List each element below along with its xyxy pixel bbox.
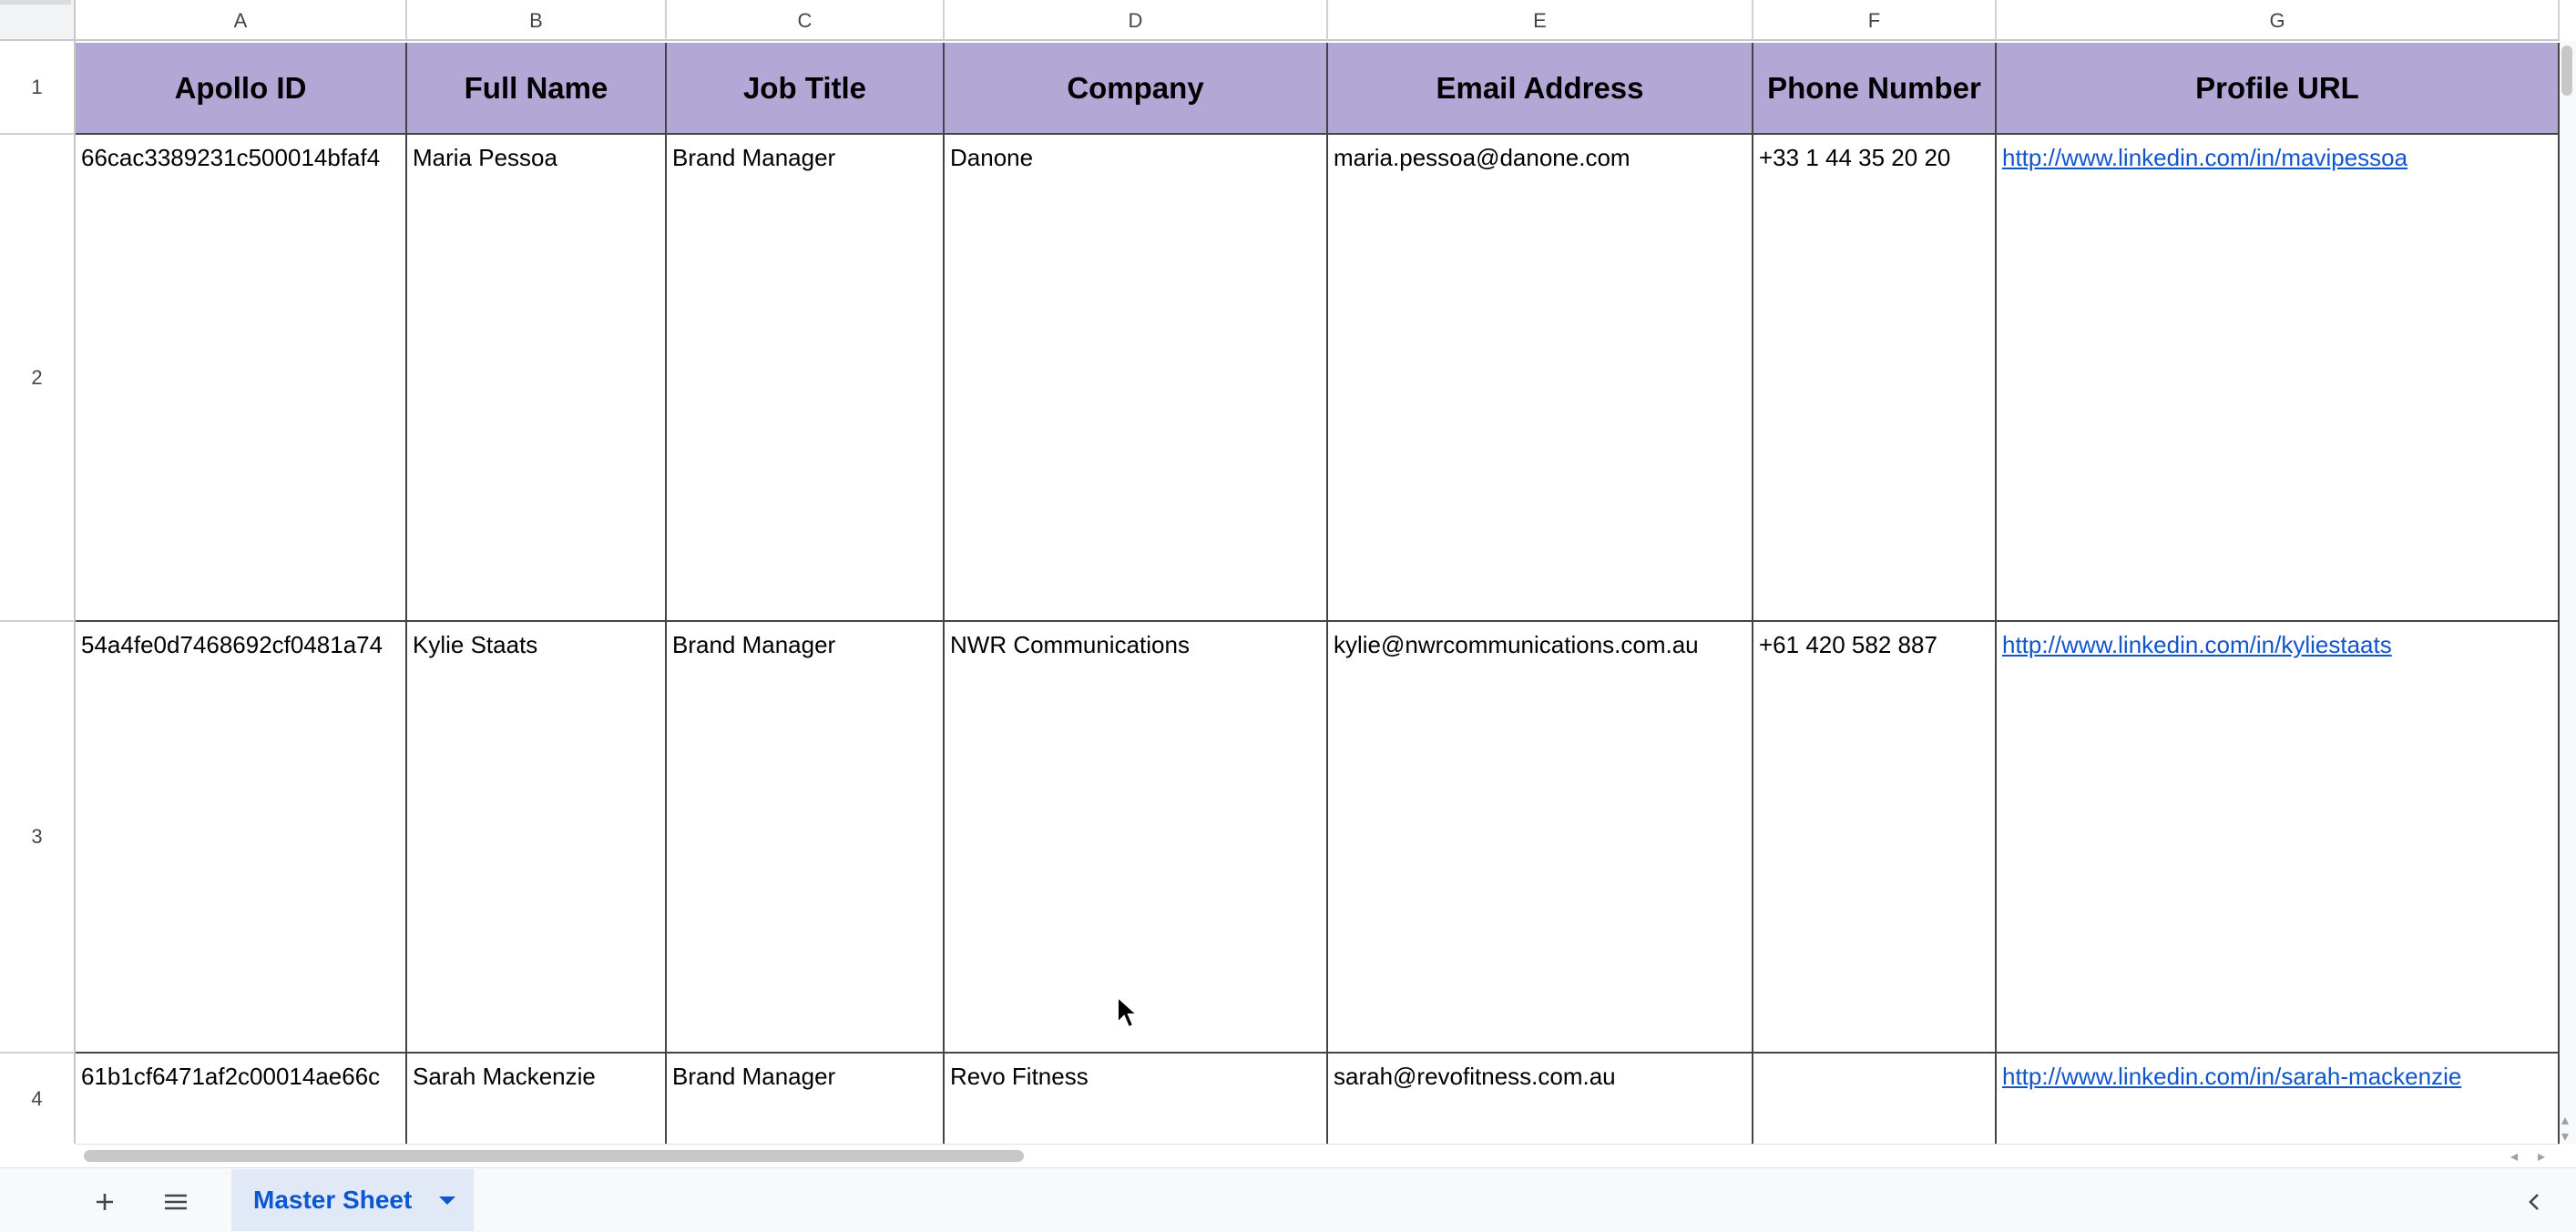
caret-down-icon[interactable] (439, 1196, 455, 1205)
cell-apollo-id[interactable]: 54a4fe0d7468692cf0481a74 (76, 622, 407, 1054)
explore-toggle-button[interactable] (2516, 1184, 2552, 1220)
scroll-left-arrow-icon[interactable]: ◂ (2510, 1149, 2519, 1165)
header-cell-phone-number[interactable]: Phone Number (1753, 43, 1997, 135)
cell-profile-url-link[interactable]: http://www.linkedin.com/in/kyliestaats (1997, 622, 2560, 1054)
column-header-a[interactable]: A (76, 0, 407, 41)
menu-icon (162, 1190, 189, 1214)
header-cell-profile-url[interactable]: Profile URL (1997, 43, 2560, 135)
column-header-f[interactable]: F (1753, 0, 1997, 41)
cell-profile-url-link[interactable]: http://www.linkedin.com/in/mavipessoa (1997, 135, 2560, 622)
header-cell-job-title[interactable]: Job Title (667, 43, 945, 135)
column-header-b[interactable]: B (407, 0, 667, 41)
add-sheet-button[interactable] (87, 1184, 123, 1220)
header-cell-apollo-id[interactable]: Apollo ID (76, 43, 407, 135)
sheet-tab-master-sheet[interactable] (231, 1169, 474, 1231)
cell-phone[interactable]: +61 420 582 887 (1753, 622, 1997, 1054)
cell-phone[interactable]: +33 1 44 35 20 20 (1753, 135, 1997, 622)
cell-phone[interactable] (1753, 1054, 1997, 1144)
column-header-c[interactable]: C (667, 0, 945, 41)
cell-full-name[interactable]: Sarah Mackenzie (407, 1054, 667, 1144)
scroll-up-arrow-icon[interactable]: ▴ (2561, 1113, 2570, 1128)
row-header-4[interactable]: 4 (0, 1054, 76, 1144)
cell-profile-url-link[interactable]: http://www.linkedin.com/in/sarah-mackenzie (1997, 1054, 2560, 1144)
select-all-corner[interactable] (0, 0, 76, 41)
cell-job-title[interactable]: Brand Manager (667, 135, 945, 622)
scroll-down-arrow-icon[interactable]: ▾ (2561, 1129, 2570, 1145)
cell-company[interactable]: NWR Communications (945, 622, 1328, 1054)
cell-company[interactable]: Danone (945, 135, 1328, 622)
row-header-3[interactable]: 3 (0, 622, 76, 1054)
header-cell-email-address[interactable]: Email Address (1328, 43, 1753, 135)
scroll-right-arrow-icon[interactable]: ▸ (2538, 1149, 2546, 1165)
cell-full-name[interactable]: Kylie Staats (407, 622, 667, 1054)
column-header-g[interactable]: G (1997, 0, 2560, 41)
row-header-1[interactable]: 1 (0, 41, 76, 135)
cell-full-name[interactable]: Maria Pessoa (407, 135, 667, 622)
column-header-e[interactable]: E (1328, 0, 1753, 41)
header-cell-full-name[interactable]: Full Name (407, 43, 667, 135)
cell-job-title[interactable]: Brand Manager (667, 1054, 945, 1144)
vertical-scrollbar-thumb[interactable] (2561, 46, 2572, 96)
cell-email[interactable]: maria.pessoa@danone.com (1328, 135, 1753, 622)
plus-icon (93, 1190, 117, 1214)
vertical-scrollbar[interactable] (2560, 41, 2576, 1144)
mouse-pointer-icon (1116, 995, 1140, 1032)
cell-company[interactable]: Revo Fitness (945, 1054, 1328, 1144)
cell-job-title[interactable]: Brand Manager (667, 622, 945, 1054)
cell-email[interactable]: kylie@nwrcommunications.com.au (1328, 622, 1753, 1054)
sheet-tab-label: Master Sheet (253, 1186, 413, 1214)
cell-email[interactable]: sarah@revofitness.com.au (1328, 1054, 1753, 1144)
cell-apollo-id[interactable]: 61b1cf6471af2c00014ae66c (76, 1054, 407, 1144)
all-sheets-button[interactable] (158, 1184, 194, 1220)
header-cell-company[interactable]: Company (945, 43, 1328, 135)
horizontal-scrollbar-thumb[interactable] (84, 1150, 1024, 1162)
column-header-d[interactable]: D (945, 0, 1328, 41)
chevron-left-icon (2524, 1190, 2544, 1214)
row-header-2[interactable]: 2 (0, 135, 76, 622)
cell-apollo-id[interactable]: 66cac3389231c500014bfaf4 (76, 135, 407, 622)
